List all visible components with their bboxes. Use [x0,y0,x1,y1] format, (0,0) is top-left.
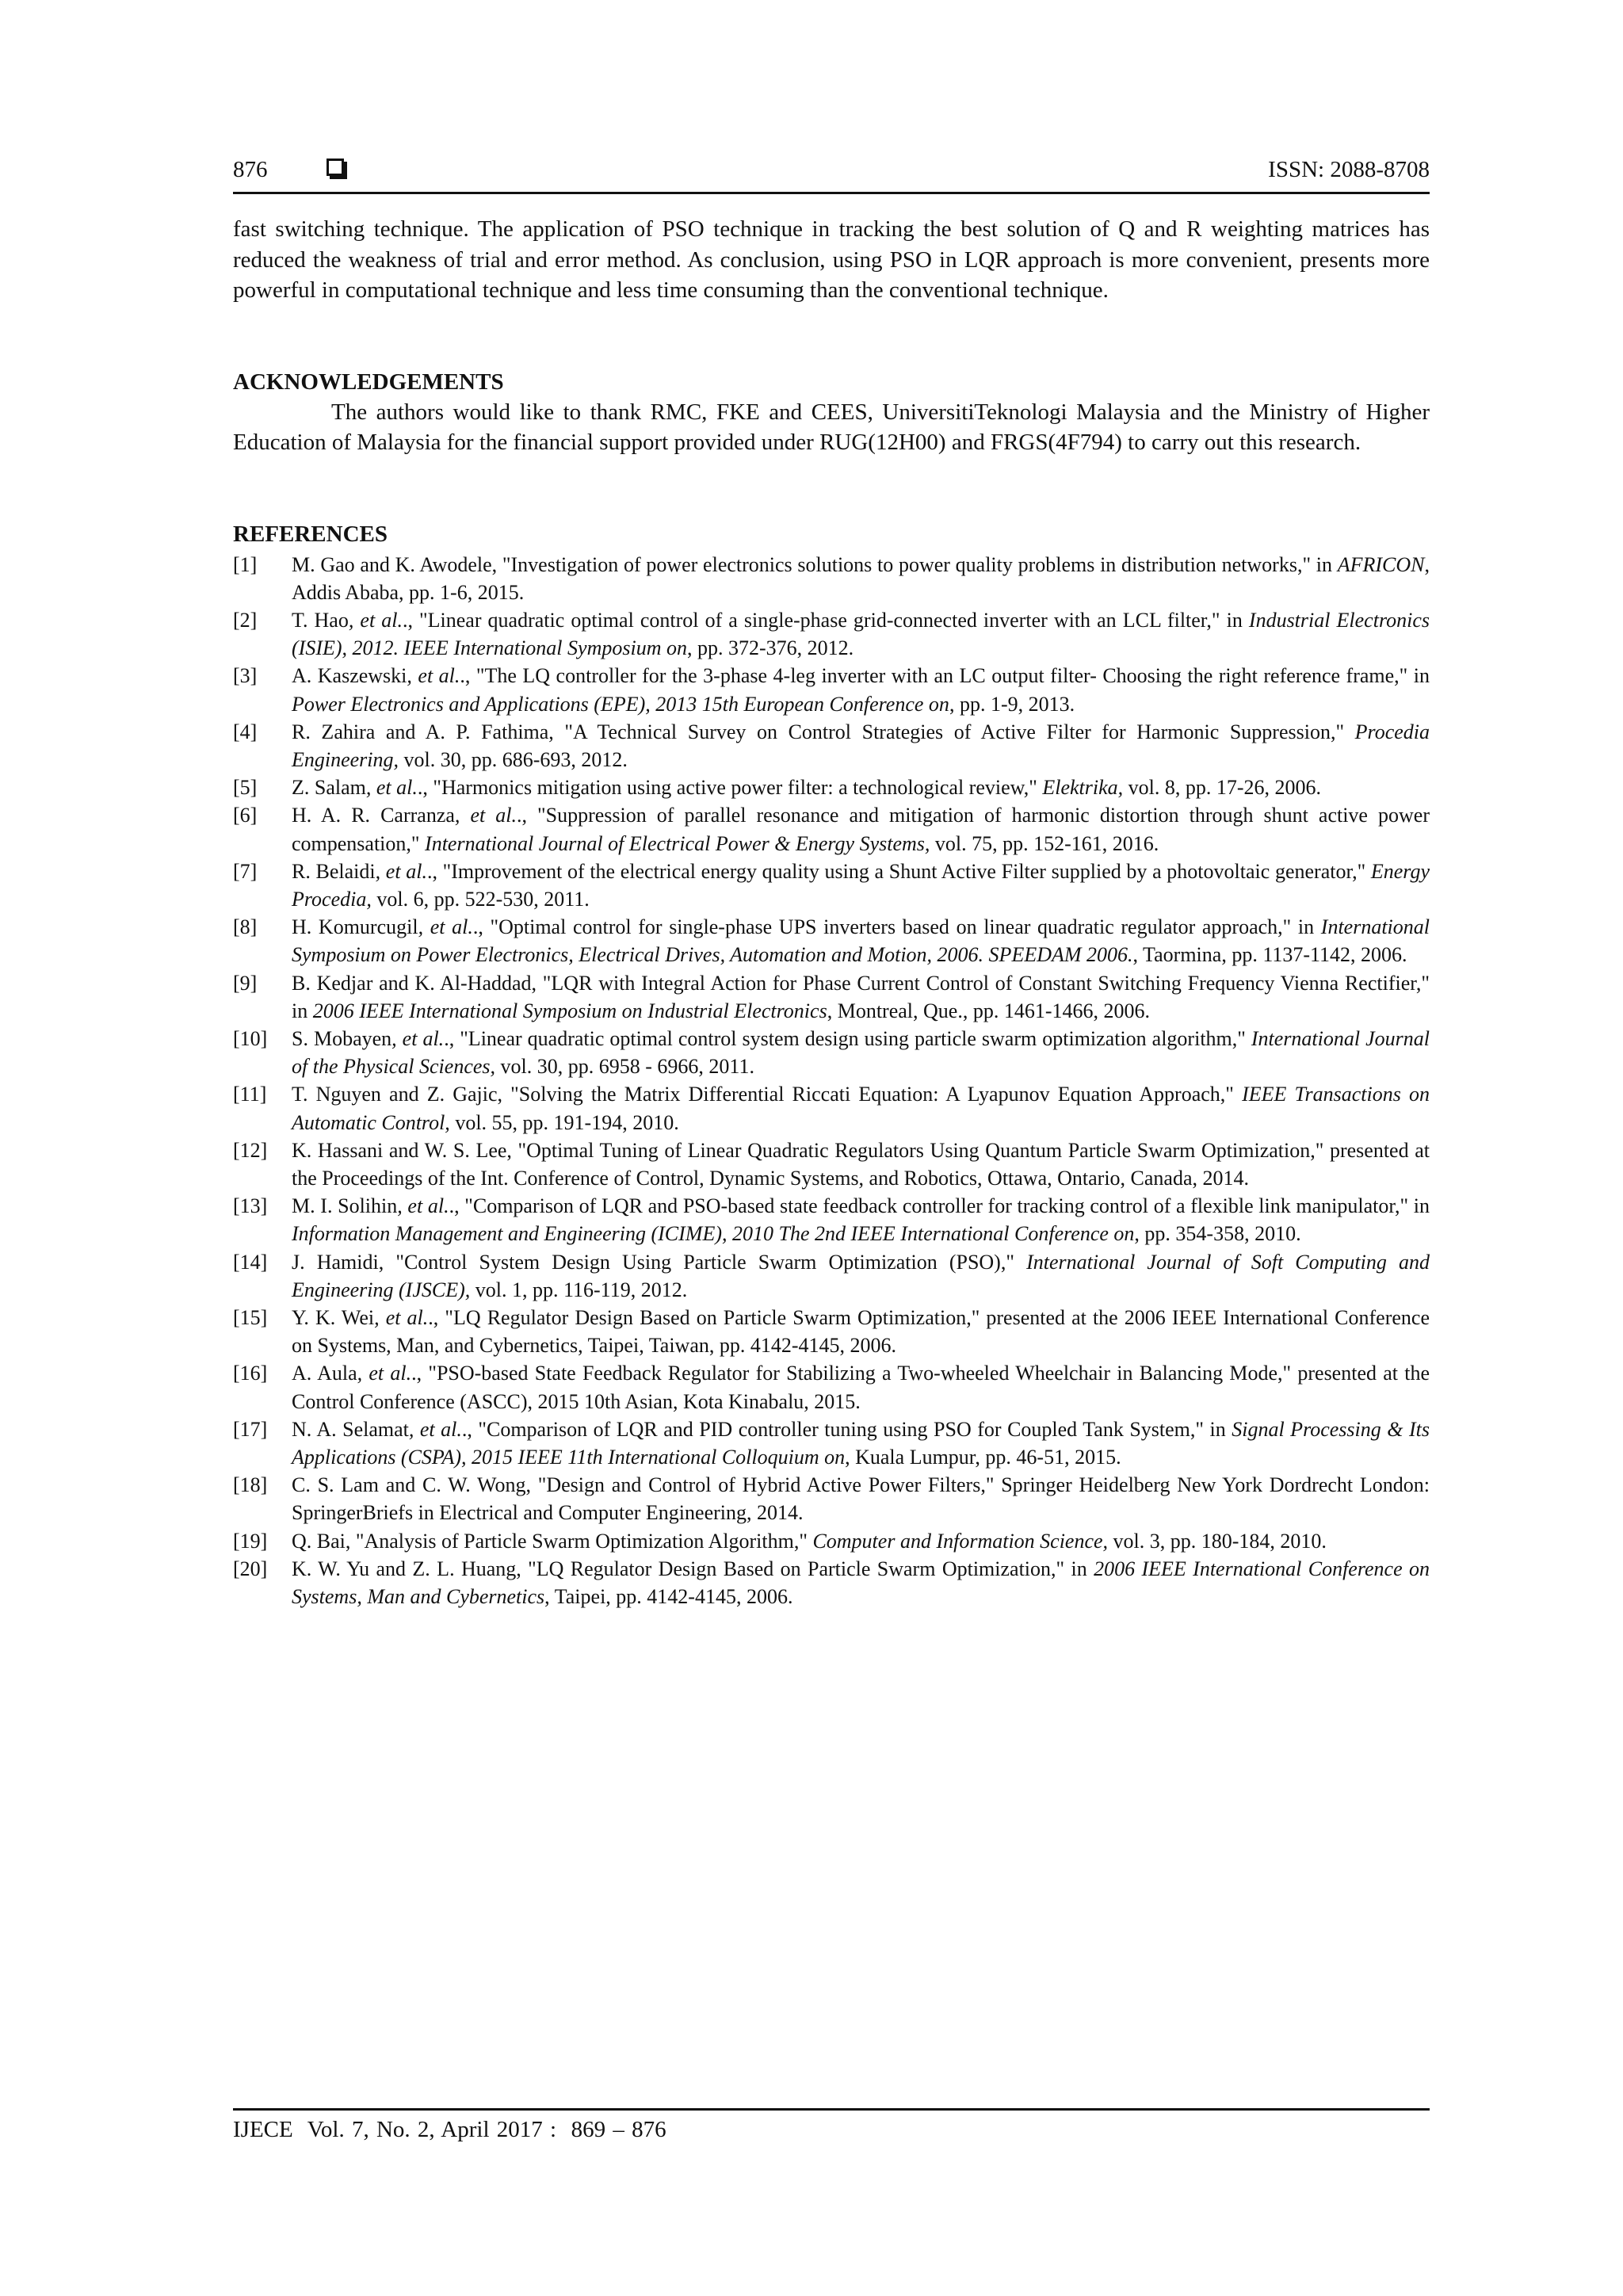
reference-segment: ., "Suppression of parallel resonance and mitigation of harmonic distortion through shunt active power compensation," [292,804,1430,855]
reference-text [292,1359,1430,1415]
reference-italic-segment: International Journal of Soft Computing and Engineering (IJSCE), [292,1250,1430,1301]
reference-segment: vol. 8, pp. 17-26, 2006. [1123,776,1322,800]
reference-text [292,774,1430,801]
reference-text [292,1527,1430,1555]
reference-segment: M. Gao and K. Awodele, "Investigation of power electronics solutions to power quality problems in distribution networks," in [292,552,1338,576]
reference-number: [11] [233,1083,267,1106]
square-bullet-icon [327,159,344,176]
reference-italic-segment: 2006 IEEE International Symposium on Industrial Electronics [312,999,827,1022]
reference-italic-segment: , et al. [391,1026,445,1050]
reference-segment: vol. 55, pp. 191-194, 2010. [449,1110,679,1134]
reference-number: [16] [233,1362,268,1385]
reference-item [233,1137,1430,1192]
reference-segment: , pp. 1-9, 2013. [949,692,1075,716]
reference-text [292,718,1430,774]
reference-item [233,551,1430,606]
reference-italic-segment: Elektrika, [1042,776,1124,800]
reference-segment: ., "The LQ controller for the 3-phase 4-leg inverter with an LC output filter- Choosing the right reference frame," in [460,664,1430,688]
reference-segment: vol. 30, pp. 686-693, 2012. [399,747,628,771]
reference-segment: , pp. 354-358, 2010. [1134,1222,1301,1246]
reference-text [292,1080,1430,1136]
reference-item [233,1080,1430,1136]
reference-text [292,606,1430,662]
reference-italic-segment: , et al. [454,804,517,827]
reference-italic-segment: Energy Procedia, [292,859,1430,911]
reference-text [292,913,1430,968]
reference-list [233,551,1430,1611]
reference-text [292,858,1430,913]
reference-segment: Z. Salam [292,776,366,800]
reference-number: [20] [233,1557,268,1580]
reference-segment: A. Kaszewski [292,664,407,688]
reference-text [292,1025,1430,1080]
reference-segment: C. S. Lam and C. W. Wong, "Design and Control of Hybrid Active Power Filters," Springer Heidelberg New York Dordrecht London: SpringerBriefs in Electrical and Computer Engineering, 2014. [292,1473,1430,1525]
reference-number: [8] [233,915,258,939]
page-header [233,154,1430,189]
reference-text [292,1192,1430,1247]
reference-item [233,913,1430,968]
reference-item [233,606,1430,662]
reference-segment: vol. 3, pp. 180-184, 2010. [1108,1529,1327,1553]
reference-segment: N. A. Selamat [292,1417,409,1441]
issn-label: ISSN: 2088-8708 [1268,157,1430,182]
reference-number: [14] [233,1250,268,1274]
header-rule [233,192,1430,194]
reference-item [233,1192,1430,1247]
reference-italic-segment: , et al. [408,1417,462,1441]
reference-text [292,801,1430,857]
reference-number: [18] [233,1473,268,1497]
reference-italic-segment: , et al. [375,859,427,883]
reference-italic-segment: Industrial Electronics (ISIE), 2012. IEEE International Symposium on [292,608,1430,660]
reference-text [292,1415,1430,1471]
reference-italic-segment: Procedia Engineering, [292,720,1430,771]
reference-text [292,1248,1430,1304]
reference-item [233,801,1430,857]
page-number: 876 [233,157,268,182]
footer-rule [233,2108,1430,2111]
reference-number: [10] [233,1026,268,1050]
reference-item [233,1304,1430,1359]
reference-segment: ., "Linear quadratic optimal control system design using particle swarm optimization algorithm," [444,1026,1251,1050]
reference-item [233,718,1430,774]
reference-italic-segment: , et al. [418,915,473,939]
reference-item [233,774,1430,801]
reference-segment: A. Aula [292,1362,357,1385]
reference-number: [7] [233,859,258,883]
reference-item [233,1248,1430,1304]
reference-segment: , Taipei, pp. 4142-4145, 2006. [544,1585,793,1609]
reference-segment: ., "LQ Regulator Design Based on Particle Swarm Optimization," presented at the 2006 IEEE International Conference on Systems, Man, and Cybernetics, Taipei, Taiwan, pp. 4142-4145, 2006. [292,1305,1430,1358]
reference-text [292,969,1430,1025]
reference-segment: ., "Optimal control for single-phase UPS inverters based on linear quadratic regulator approach," in [472,915,1321,939]
acknowledgements-paragraph: The authors would like to thank RMC, FKE and CEES, UniversitiTeknologi Malaysia and the Ministry of Higher Education of Malaysia for the financial support provided under RUG(12H00) and FRGS(4F794) to carry out this research. [233,399,1430,455]
reference-item [233,1025,1430,1080]
reference-number: [1] [233,552,258,576]
reference-segment: Q. Bai, "Analysis of Particle Swarm Optimization Algorithm," [292,1529,813,1553]
reference-segment: Y. K. Wei [292,1305,375,1329]
reference-segment: T. Nguyen and Z. Gajic, "Solving the Matrix Differential Riccati Equation: A Lyapunov Equation Approach," [292,1083,1243,1106]
reference-segment: , Kuala Lumpur, pp. 46-51, 2015. [845,1446,1121,1469]
references-heading: REFERENCES [233,521,388,547]
reference-italic-segment: , et al. [365,776,418,800]
page-footer [233,2108,1430,2143]
reference-italic-segment: , et al. [357,1362,412,1385]
reference-segment: B. Kedjar and K. Al-Haddad, "LQR with Integral Action for Phase Current Control of Constant Switching Frequency Vienna Rectifier," in [292,971,1430,1022]
reference-segment: H. Komurcugil [292,915,418,939]
reference-number: [12] [233,1138,268,1162]
reference-segment: ., "Harmonics mitigation using active power filter: a technological review," [417,776,1043,800]
reference-italic-segment: Information Management and Engineering (ICIME), 2010 The 2nd IEEE International Conference on [292,1222,1135,1246]
acknowledgements-heading: ACKNOWLEDGEMENTS [233,369,504,395]
reference-item [233,662,1430,717]
reference-text [292,1471,1430,1526]
reference-text [292,1304,1430,1359]
main-content [233,214,1430,1610]
reference-number: [19] [233,1529,268,1553]
reference-segment: ., "Comparison of LQR and PSO-based state feedback controller for tracking control of a flexible link manipulator," in [449,1194,1430,1218]
reference-italic-segment: , et al. [374,1305,429,1329]
reference-number: [2] [233,608,258,632]
reference-segment: ., "Comparison of LQR and PID controller tuning using PSO for Coupled Tank System," in [461,1417,1232,1441]
reference-italic-segment: , et al. [397,1194,449,1218]
reference-number: [5] [233,776,258,800]
reference-italic-segment: Signal Processing & Its Applications (CSPA), 2015 IEEE 11th International Colloquium on [292,1417,1430,1469]
reference-segment: J. Hamidi, "Control System Design Using Particle Swarm Optimization (PSO)," [292,1250,1027,1274]
reference-segment: K. Hassani and W. S. Lee, "Optimal Tuning of Linear Quadratic Regulators Using Quantum Particle Swarm Optimization," presented at the Proceedings of the Int. Conference of Control, Dynamic Systems, and Robotics, Ottawa, Ontario, Canada, 2014. [292,1138,1430,1190]
reference-number: [4] [233,720,258,743]
reference-segment: , Taormina, pp. 1137-1142, 2006. [1132,943,1407,967]
reference-number: [9] [233,971,258,995]
reference-number: [13] [233,1194,268,1218]
reference-segment: R. Zahira and A. P. Fathima, "A Technical Survey on Control Strategies of Active Filter for Harmonic Suppression," [292,720,1355,743]
reference-segment: ., "PSO-based State Feedback Regulator for Stabilizing a Two-wheeled Wheelchair in Balancing Mode," presented at the Control Conference (ASCC), 2015 10th Asian, Kota Kinabalu, 2015. [292,1362,1430,1413]
reference-italic-segment: , et al. [348,608,403,632]
reference-text [292,1137,1430,1192]
reference-italic-segment: , et al. [407,664,460,688]
reference-italic-segment: Power Electronics and Applications (EPE), 2013 15th European Conference on [292,692,949,716]
reference-text [292,551,1430,606]
reference-segment: ., "Improvement of the electrical energy quality using a Shunt Active Filter supplied by a photovoltaic generator," [426,859,1371,883]
reference-item [233,858,1430,913]
reference-italic-segment: 2006 IEEE International Conference on Systems, Man and Cybernetics [292,1557,1430,1609]
reference-item [233,1359,1430,1415]
reference-segment: vol. 6, pp. 522-530, 2011. [371,887,590,911]
reference-italic-segment: International Journal of the Physical Sciences, [292,1026,1430,1079]
reference-segment: vol. 75, pp. 152-161, 2016. [930,831,1159,855]
reference-segment: S. Mobayen [292,1026,392,1050]
reference-segment: K. W. Yu and Z. L. Huang, "LQ Regulator Design Based on Particle Swarm Optimization," in [292,1557,1094,1580]
reference-item [233,1555,1430,1610]
reference-number: [3] [233,664,258,688]
reference-segment: , Montreal, Que., pp. 1461-1466, 2006. [827,999,1150,1022]
reference-italic-segment: International Symposium on Power Electronics, Electrical Drives, Automation and Motion, 2006. SPEEDAM 2006. [292,915,1430,967]
reference-italic-segment: Computer and Information Science, [812,1529,1109,1553]
reference-item [233,969,1430,1025]
reference-text [292,662,1430,717]
reference-italic-segment: AFRICON [1337,552,1425,576]
reference-segment: ., "Linear quadratic optimal control of a single-phase grid-connected inverter with an LCL filter," in [402,608,1249,632]
reference-number: [15] [233,1305,268,1329]
reference-item [233,1527,1430,1555]
reference-item [233,1415,1430,1471]
reference-segment: , Addis Ababa, pp. 1-6, 2015. [292,552,1430,604]
reference-number: [6] [233,804,258,827]
reference-italic-segment: IEEE Transactions on Automatic Control, [292,1083,1430,1134]
reference-item [233,1471,1430,1526]
reference-italic-segment: International Journal of Electrical Power & Energy Systems, [425,831,930,855]
journal-citation: IJECE Vol. 7, No. 2, April 2017 : 869 – 876 [233,2117,666,2142]
reference-segment: vol. 30, pp. 6958 - 6966, 2011. [495,1055,754,1079]
reference-number: [17] [233,1417,268,1441]
reference-segment: R. Belaidi [292,859,376,883]
reference-segment: H. A. R. Carranza [292,804,455,827]
reference-segment: M. I. Solihin [292,1194,398,1218]
reference-segment: , pp. 372-376, 2012. [686,636,854,660]
reference-text [292,1555,1430,1610]
reference-segment: vol. 1, pp. 116-119, 2012. [470,1278,688,1301]
conclusion-paragraph: fast switching technique. The application of PSO technique in tracking the best solution of Q and R weighting matrices has reduced the weakness of trial and error method. As conclusion, using PSO in LQR approach is more convenient, presents more powerful in computational technique and less time consuming than the conventional technique. [233,216,1430,303]
reference-segment: T. Hao [292,608,349,632]
